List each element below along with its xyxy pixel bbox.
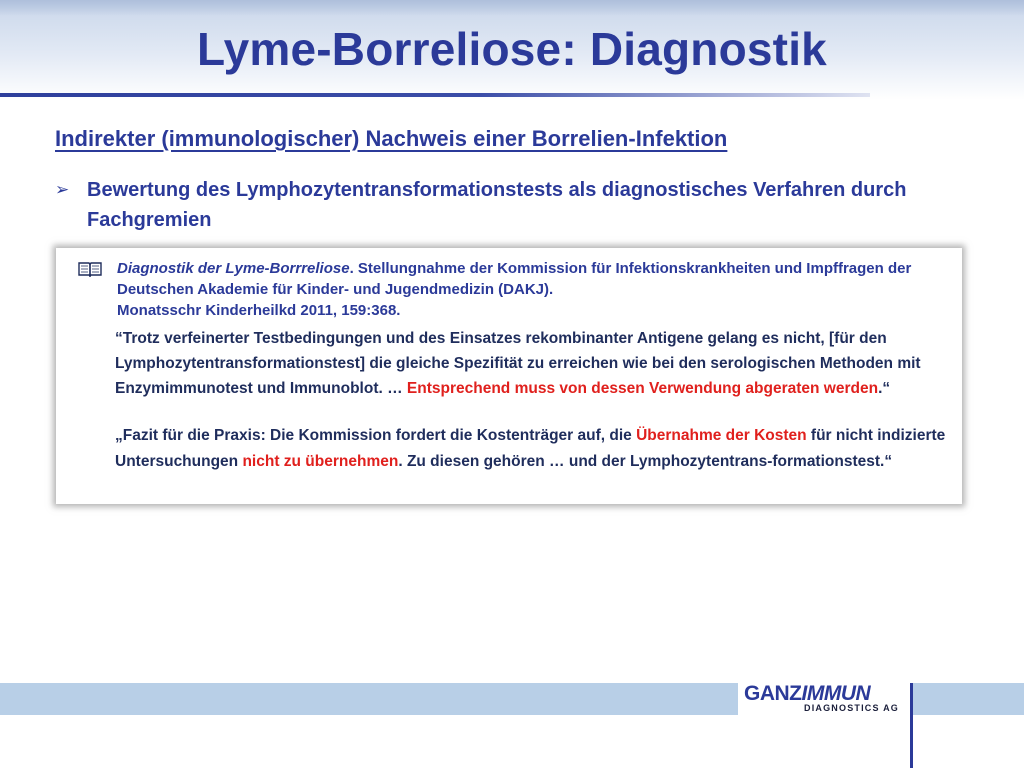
reference-journal: Monatsschr Kinderheilkd 2011, 159:368.: [117, 302, 401, 319]
arrow-bullet-icon: ➢: [55, 180, 70, 199]
quote2-highlight-costs: Übernahme der Kosten: [636, 427, 807, 444]
quote2-text-b: für nicht indizierte Untersuchungen: [115, 427, 946, 470]
quote2-highlight-not-covered: nicht zu übernehmen: [242, 453, 399, 470]
section-subtitle: Indirekter (immunologischer) Nachweis einer Borrelien-Infektion: [55, 126, 728, 151]
quote2-text-a: „Fazit für die Praxis: Die Kommission fordert die Kostenträger auf, die: [115, 427, 637, 444]
company-logo: [738, 683, 910, 715]
quote-conclusion: [115, 423, 955, 475]
page-title: Lyme-Borreliose: Diagnostik: [197, 23, 827, 75]
logo-wordmark: [744, 683, 870, 705]
quote2-text-c: . Zu diesen gehören … und der Lymphozytentrans-formationstest.“: [398, 453, 893, 470]
logo-ganz: GANZ: [744, 682, 802, 705]
quote1-highlight: Entsprechend muss von dessen Verwendung abgeraten werden: [406, 380, 879, 397]
quote-specificity: [115, 326, 950, 401]
citation-card: [56, 248, 962, 504]
title-divider: [0, 93, 870, 97]
quote1-end: .“: [878, 380, 891, 397]
bullet-text: Bewertung des Lymphozytentransformationstests als diagnostisches Verfahren durch Fachgremien: [87, 179, 907, 231]
reference-title: Diagnostik der Lyme-Borrreliose: [117, 260, 350, 277]
bullet-point: [55, 175, 975, 235]
reference-description: . Stellungnahme der Kommission für Infektionskrankheiten und Impffragen der Deutschen Akademie für Kinder- und Jugendmedizin (DAKJ).: [117, 260, 912, 298]
reference-text: [117, 258, 937, 321]
logo-immun: IMMUN: [801, 682, 871, 705]
logo-subtitle: DIAGNOSTICS AG: [804, 703, 899, 713]
quote1-text: “Trotz verfeinerter Testbedingungen und des Einsatzes rekombinanter Antigene gelang es nicht, [für den Lymphozytentransformationstest] die gleiche Spezifität zu erreichen wie bei den serologischen Methoden mit Enzymimmunotest und Immunoblot. …: [115, 330, 921, 397]
book-icon: [78, 261, 102, 277]
footer-divider: [910, 683, 913, 768]
